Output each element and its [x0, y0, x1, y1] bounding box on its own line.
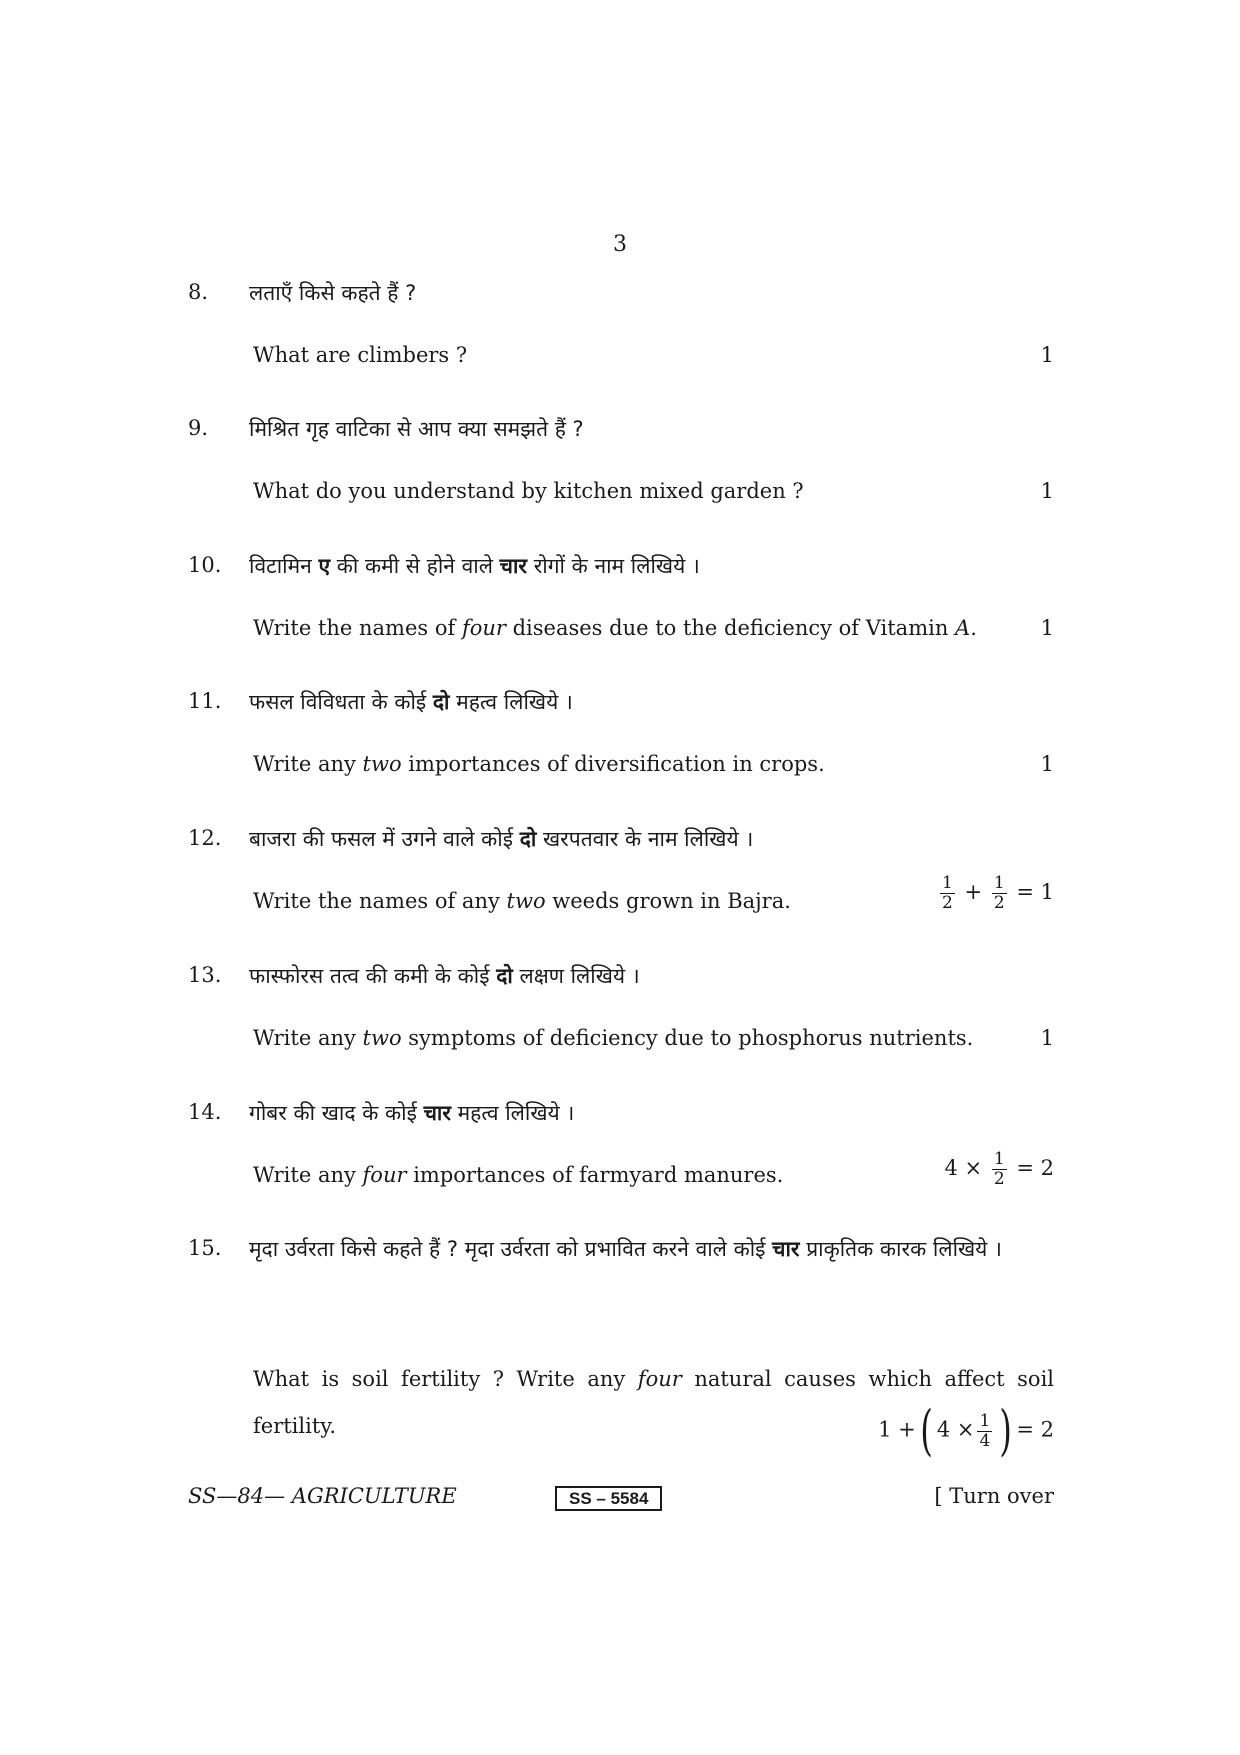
question-english: Write any two symptoms of deficiency due to phosphorus nutrients.	[253, 1026, 974, 1050]
question-marks: 1 +( 4 × $\frac{1}{4}$ ) = 2	[878, 1399, 1054, 1462]
question-number: 8.	[188, 280, 209, 304]
question-hindi: विटामिन ए की कमी से होने वाले चार रोगों के नाम लिखिये ।	[249, 554, 700, 578]
fraction: $\frac{1}{4}$	[979, 1410, 991, 1451]
question-number: 14.	[188, 1100, 222, 1124]
fraction: $\frac{1}{2}$	[993, 1149, 1005, 1189]
question-number: 9.	[188, 416, 209, 440]
paper-code-box: SS – 5584	[555, 1486, 662, 1511]
question-english: Write the names of any two weeds grown in Bajra.	[253, 889, 791, 913]
page-number: 3	[613, 232, 627, 257]
question-number: 13.	[188, 963, 222, 987]
turn-over-note: [ Turn over	[934, 1484, 1054, 1508]
fraction: $\frac{1}{2}$	[993, 873, 1005, 913]
question-marks: 1	[1040, 752, 1054, 776]
question-marks: $\frac{1}{2}$ + $\frac{1}{2}$ = 1	[942, 873, 1054, 913]
question-number: 11.	[188, 689, 222, 713]
question-english: Write any four importances of farmyard manures.	[253, 1163, 784, 1187]
question-english: What is soil fertility ? Write any four natural causes which affect soil fertility.	[253, 1367, 1055, 1438]
question-hindi: बाजरा की फसल में उगने वाले कोई दो खरपतवार के नाम लिखिये ।	[249, 827, 754, 851]
question-marks: 1	[1040, 479, 1054, 503]
question-hindi: फसल विविधता के कोई दो महत्व लिखिये ।	[249, 690, 573, 714]
question-english: What are climbers ?	[253, 343, 468, 367]
page-footer	[188, 1480, 1054, 1516]
footer-subject: SS—84— AGRICULTURE	[188, 1484, 457, 1508]
question-hindi: मृदा उर्वरता किसे कहते हैं ? मृदा उर्वरता को प्रभावित करने वाले कोई चार प्राकृतिक कारक लिखिये ।	[249, 1237, 1003, 1261]
question-marks: 1	[1040, 1026, 1054, 1050]
question-hindi: फास्फोरस तत्व की कमी के कोई दो लक्षण लिखिये ।	[249, 964, 640, 988]
fraction: $\frac{1}{2}$	[942, 873, 953, 913]
question-hindi: मिश्रित गृह वाटिका से आप क्या समझते हैं ?	[249, 417, 584, 441]
question-english: Write any two importances of diversification in crops.	[253, 752, 825, 776]
question-marks: 1	[1040, 343, 1054, 367]
question-english: What do you understand by kitchen mixed garden ?	[253, 479, 804, 503]
question-marks: 1	[1040, 616, 1054, 640]
question-number: 15.	[188, 1236, 222, 1260]
question-hindi: गोबर की खाद के कोई चार महत्व लिखिये ।	[249, 1101, 575, 1125]
question-hindi: लताएँ किसे कहते हैं ?	[249, 281, 417, 305]
question-number: 12.	[188, 826, 222, 850]
question-english: Write the names of four diseases due to the deficiency of Vitamin A.	[253, 616, 977, 640]
question-number: 10.	[188, 553, 222, 577]
question-marks: 4 × $\frac{1}{2}$ = 2	[944, 1149, 1054, 1189]
